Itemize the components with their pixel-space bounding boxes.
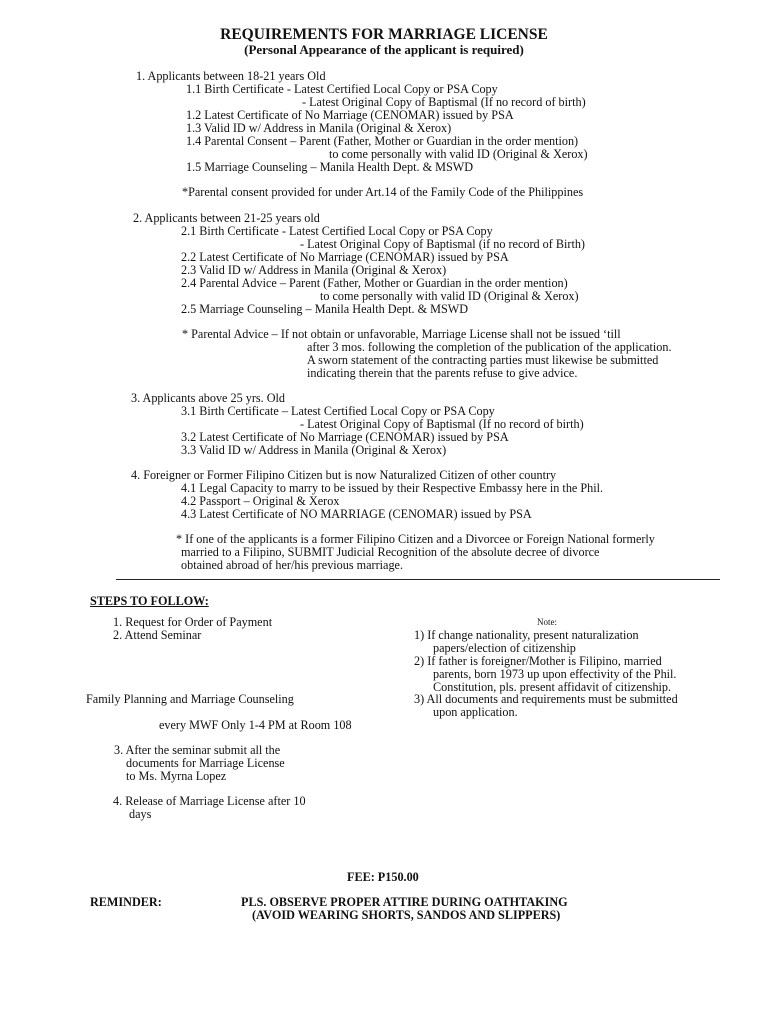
section-note: * Parental Advice – If not obtain or unfavorable, Marriage License shall not be issued ‘till xyxy=(182,327,621,341)
note-item: 1) If change nationality, present naturalization xyxy=(414,628,639,642)
note-item: parents, born 1973 up upon effectivity of the Phil. xyxy=(433,667,677,681)
requirement-line: 1.4 Parental Consent – Parent (Father, Mother or Guardian in the order mention) xyxy=(186,134,579,148)
page-subtitle: (Personal Appearance of the applicant is required) xyxy=(244,42,524,57)
requirement-line: 1.1 Birth Certificate - Latest Certified Local Copy or PSA Copy xyxy=(186,82,498,96)
step-item: 1. Request for Order of Payment xyxy=(113,615,273,629)
section-heading: 3. Applicants above 25 yrs. Old xyxy=(131,391,286,405)
section-note: obtained abroad of her/his previous marriage. xyxy=(181,558,404,572)
section-note: after 3 mos. following the completion of the publication of the application. xyxy=(307,340,672,354)
step-item: documents for Marriage License xyxy=(126,756,285,770)
requirement-line: - Latest Original Copy of Baptismal (If no record of birth) xyxy=(300,417,584,431)
section-note: A sworn statement of the contracting parties must likewise be submitted xyxy=(307,353,659,367)
section-note: *Parental consent provided for under Art.14 of the Family Code of the Philippines xyxy=(182,185,584,199)
requirement-line: 3.1 Birth Certificate – Latest Certified Local Copy or PSA Copy xyxy=(181,404,495,418)
section-note: indicating therein that the parents refuse to give advice. xyxy=(307,366,578,380)
reminder-line: PLS. OBSERVE PROPER ATTIRE DURING OATHTAKING xyxy=(241,895,568,909)
seminar-name: Family Planning and Marriage Counseling xyxy=(86,692,294,706)
requirement-line: 1.3 Valid ID w/ Address in Manila (Original & Xerox) xyxy=(186,121,452,135)
requirement-line: to come personally with valid ID (Original & Xerox) xyxy=(320,289,579,303)
requirement-line: 2.2 Latest Certificate of No Marriage (CENOMAR) issued by PSA xyxy=(181,250,509,264)
reminder-line: (AVOID WEARING SHORTS, SANDOS AND SLIPPERS) xyxy=(252,908,561,922)
requirement-line: - Latest Original Copy of Baptismal (if no record of Birth) xyxy=(300,237,585,251)
requirement-line: to come personally with valid ID (Original & Xerox) xyxy=(329,147,588,161)
steps-heading: STEPS TO FOLLOW: xyxy=(90,594,209,608)
note-item: 2) If father is foreigner/Mother is Filipino, married xyxy=(414,654,662,668)
requirement-line: 2.3 Valid ID w/ Address in Manila (Original & Xerox) xyxy=(181,263,447,277)
note-item: Constitution, pls. present affidavit of citizenship. xyxy=(433,680,672,694)
requirement-line: 2.1 Birth Certificate - Latest Certified Local Copy or PSA Copy xyxy=(181,224,493,238)
requirement-line: 2.4 Parental Advice – Parent (Father, Mother or Guardian in the order mention) xyxy=(181,276,568,290)
note-item: papers/election of citizenship xyxy=(433,641,576,655)
requirement-line: 1.2 Latest Certificate of No Marriage (CENOMAR) issued by PSA xyxy=(186,108,514,122)
seminar-schedule: every MWF Only 1-4 PM at Room 108 xyxy=(159,718,352,732)
requirement-line: - Latest Original Copy of Baptismal (If no record of birth) xyxy=(302,95,586,109)
requirement-line: 3.3 Valid ID w/ Address in Manila (Original & Xerox) xyxy=(181,443,447,457)
fee-label: FEE: P150.00 xyxy=(347,870,419,884)
step-item: 4. Release of Marriage License after 10 xyxy=(113,794,306,808)
note-item: 3) All documents and requirements must be submitted xyxy=(414,692,678,706)
notes-heading: Note: xyxy=(537,617,557,627)
step-item: days xyxy=(129,807,152,821)
page-title: REQUIREMENTS FOR MARRIAGE LICENSE xyxy=(220,26,548,43)
section-note: married to a Filipino, SUBMIT Judicial Recognition of the absolute decree of divorce xyxy=(181,545,600,559)
section-heading: 1. Applicants between 18-21 years Old xyxy=(136,69,326,83)
step-item: to Ms. Myrna Lopez xyxy=(126,769,227,783)
requirement-line: 2.5 Marriage Counseling – Manila Health Dept. & MSWD xyxy=(181,302,469,316)
note-item: upon application. xyxy=(433,705,518,719)
requirement-line: 1.5 Marriage Counseling – Manila Health Dept. & MSWD xyxy=(186,160,474,174)
requirement-line: 4.3 Latest Certificate of NO MARRIAGE (CENOMAR) issued by PSA xyxy=(181,507,532,521)
requirement-line: 4.1 Legal Capacity to marry to be issued by their Respective Embassy here in the Phil. xyxy=(181,481,604,495)
section-heading: 2. Applicants between 21-25 years old xyxy=(133,211,320,225)
section-heading: 4. Foreigner or Former Filipino Citizen but is now Naturalized Citizen of other country xyxy=(131,468,557,482)
section-note: * If one of the applicants is a former Filipino Citizen and a Divorcee or Foreign National formerly xyxy=(176,532,655,546)
horizontal-divider xyxy=(116,579,720,580)
reminder-label: REMINDER: xyxy=(90,895,162,909)
requirement-line: 4.2 Passport – Original & Xerox xyxy=(181,494,340,508)
requirement-line: 3.2 Latest Certificate of No Marriage (CENOMAR) issued by PSA xyxy=(181,430,509,444)
step-item: 2. Attend Seminar xyxy=(113,628,202,642)
step-item: 3. After the seminar submit all the xyxy=(114,743,281,757)
